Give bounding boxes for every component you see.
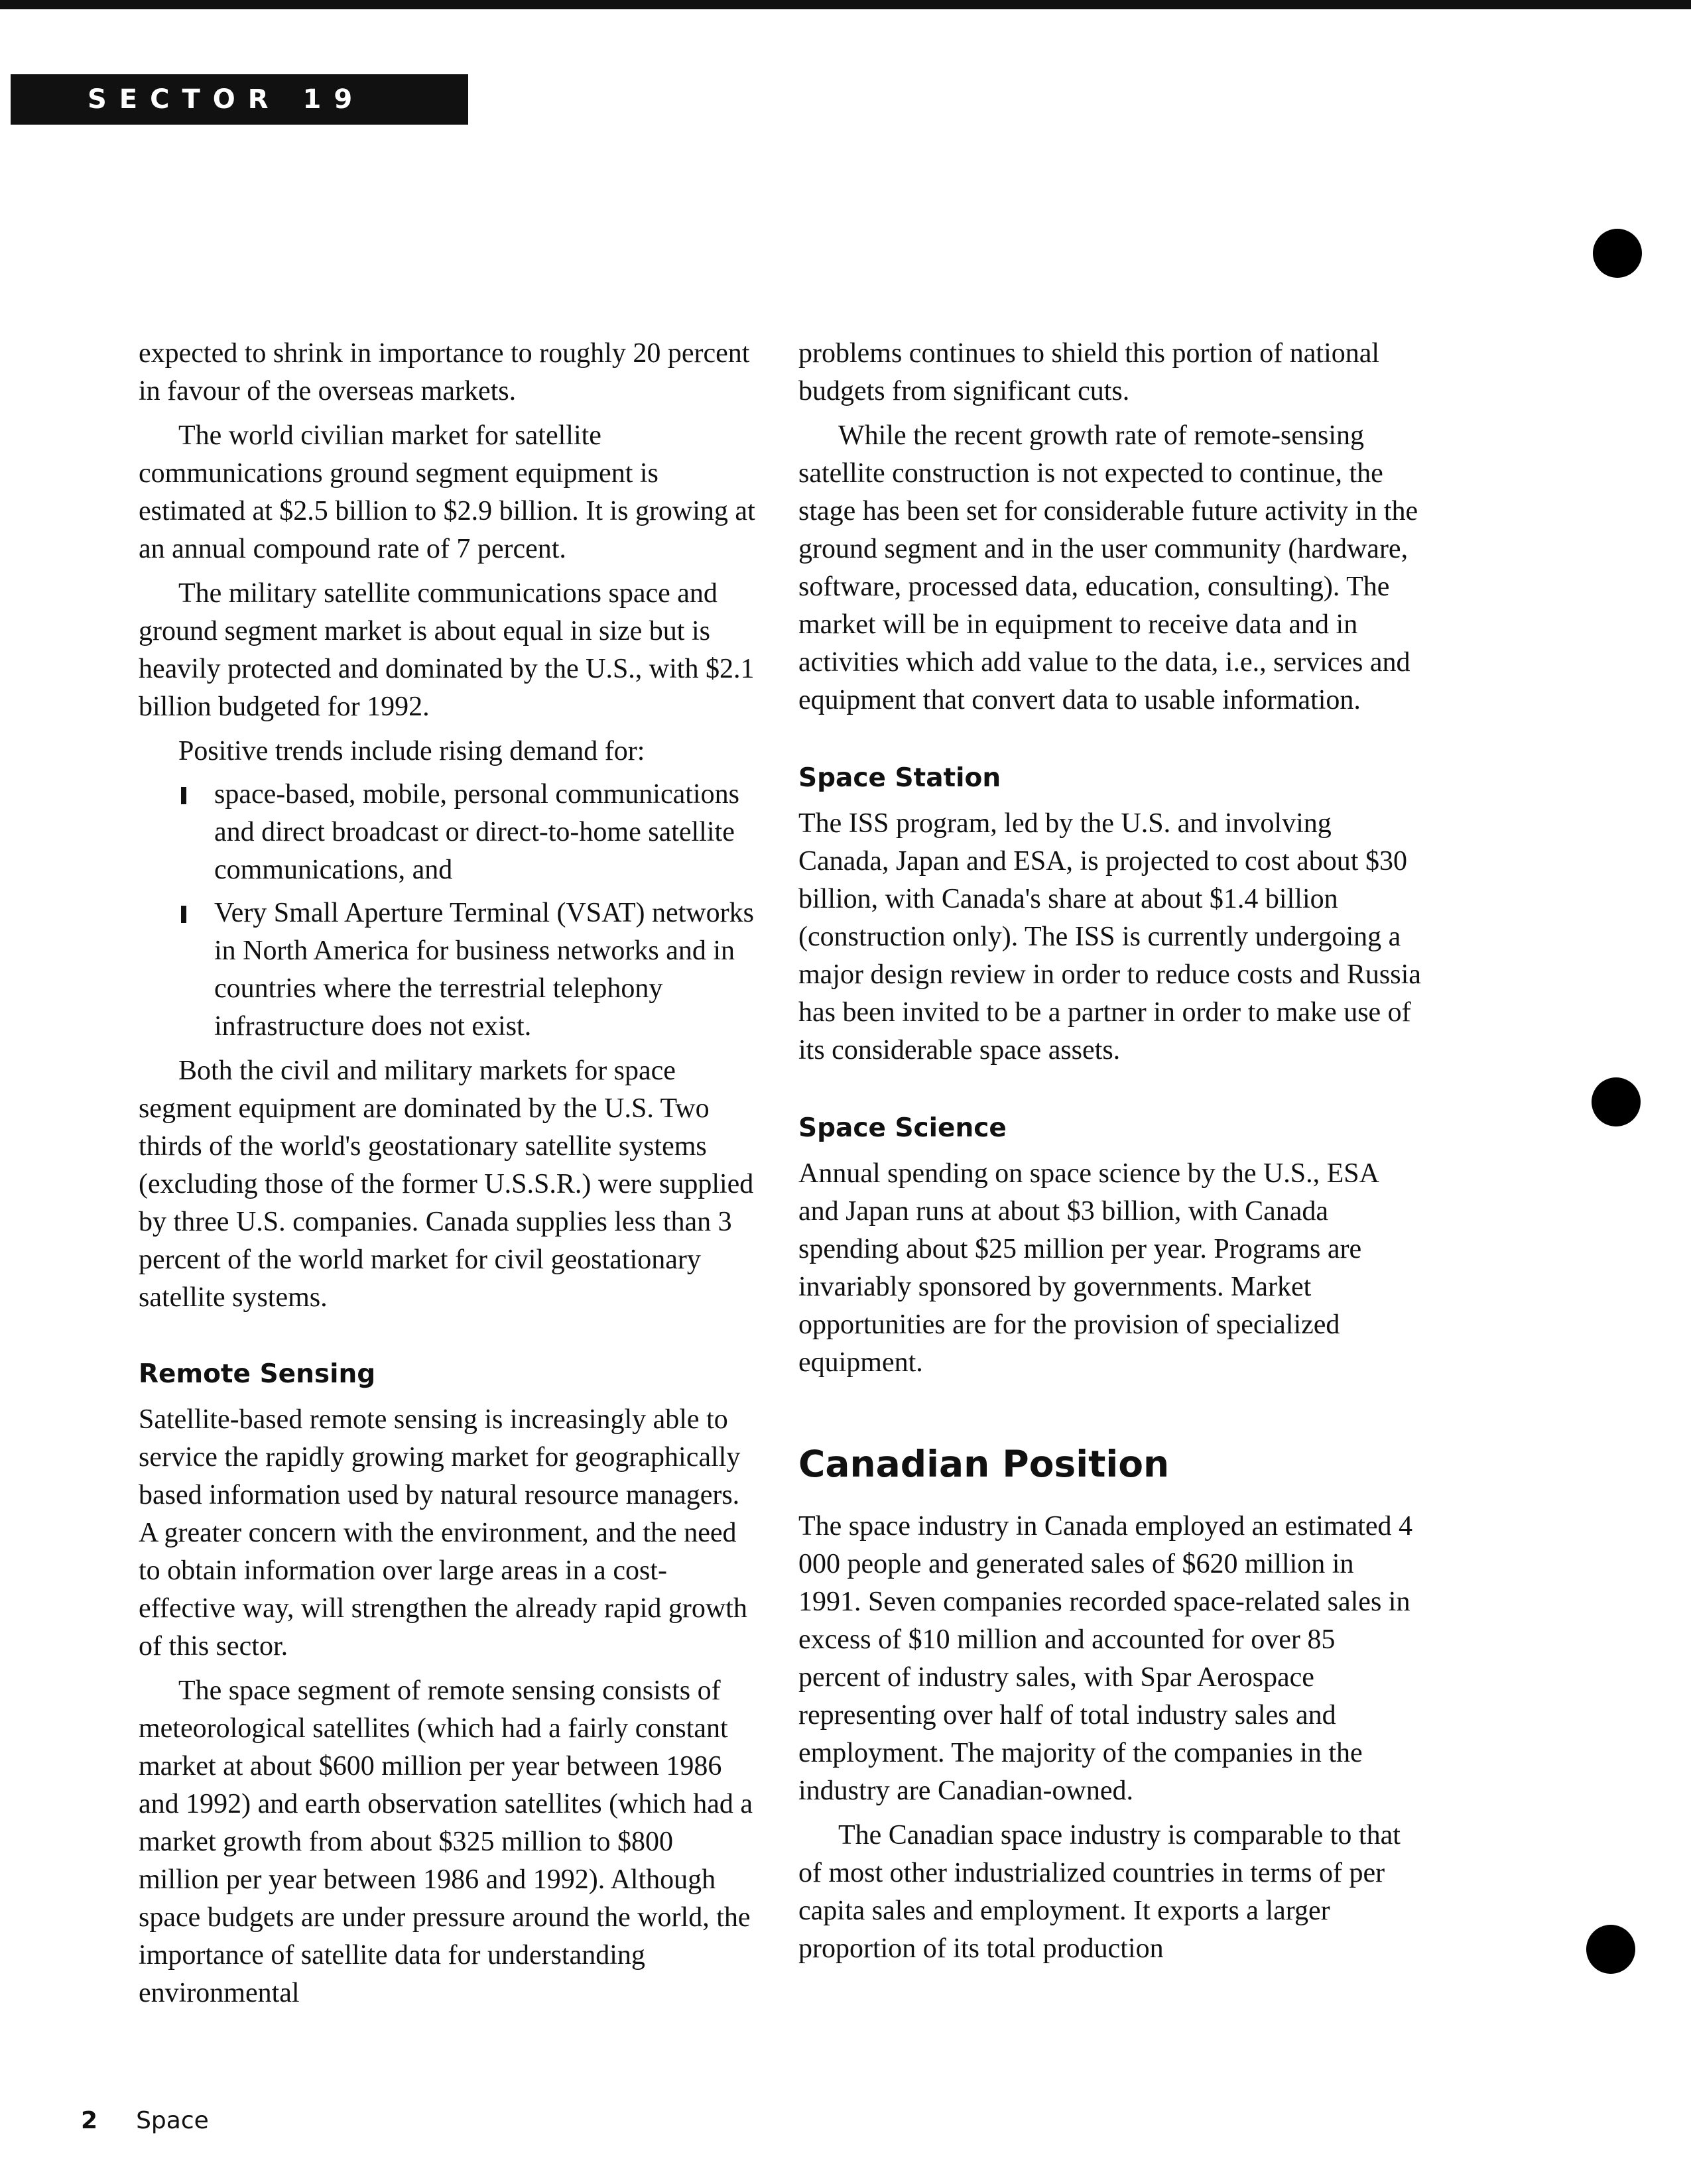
page-footer [81,2107,209,2134]
bullet-marker [181,787,186,804]
right-column [798,335,1422,1968]
list-item [139,894,755,1046]
sector-header: SECTOR 19 [11,74,468,125]
paragraph: Both the civil and military markets for space segment equipment are dominated by the U.S. Two thirds of the world's geostationary satellite systems (excluding those of the former U.S.S.R.) were supplied by three U.S. companies. Canada supplies less than 3 percent of the world market for civil geostationary satellite systems. [139,1056,754,1313]
list-item-text: Very Small Aperture Terminal (VSAT) networks in North America for business networks and in countries where the terrestrial telephony infrastructure does not exist. [214,898,754,1042]
paragraph: Annual spending on space science by the U.S., ESA and Japan runs at about $3 billion, with Canada spending about $25 million per year. Programs are invariably sponsored by governments. Market opportunities are for the provision of specialized equipment. [798,1158,1378,1378]
footer-section-name: Space [136,2107,209,2134]
binder-hole-middle [1592,1077,1641,1126]
paragraph: The space industry in Canada employed an estimated 4 000 people and generated sales of $620 million in 1991. Seven companies recorded space-related sales in excess of $10 million and accounted for over 85 percent of industry sales, with Spar Aerospace representing over half of total industry sales and employment. The majority of the companies in the industry are Canadian-owned. [798,1511,1413,1806]
binder-hole-bottom [1586,1925,1635,1974]
paragraph: Satellite-based remote sensing is increasingly able to service the rapidly growing market for geographically based information used by natural resource managers. A greater concern with the environment, and the need to obtain information over large areas in a cost-effective way, will strengthen the already rapid growth of this sector. [139,1404,747,1662]
page-number: 2 [81,2107,98,2134]
binder-hole-top [1593,229,1642,278]
left-column [139,335,755,2012]
section-heading-remote-sensing: Remote Sensing [139,1359,376,1389]
paragraph: Positive trends include rising demand for: [178,736,645,766]
bullet-marker [181,906,186,923]
trend-list [139,776,755,1046]
paragraph: The military satellite communications space and ground segment market is about equal in size but is heavily protected and dominated by the U.S., with $2.1 billion budgeted for 1992. [139,578,755,722]
paragraph: The ISS program, led by the U.S. and involving Canada, Japan and ESA, is projected to cost about $30 billion, with Canada's share at about $1.4 billion (construction only). The ISS is currently undergoing a major design review in order to reduce costs and Russia has been invited to be a partner in order to make use of its considerable space assets. [798,808,1421,1065]
paragraph: problems continues to shield this portion of national budgets from significant cuts. [798,338,1380,406]
paragraph: The world civilian market for satellite communications ground segment equipment is estimated at $2.5 billion to $2.9 billion. It is growing at an annual compound rate of 7 percent. [139,420,755,564]
section-heading-canadian-position: Canadian Position [798,1443,1170,1485]
top-rule [0,0,1691,9]
paragraph: expected to shrink in importance to roughly 20 percent in favour of the overseas markets. [139,338,750,406]
list-item [139,776,755,889]
paragraph: The space segment of remote sensing consists of meteorological satellites (which had a fairly constant market at about $600 million per year between 1986 and 1992) and earth observation satellites (which had a market growth from about $325 million to $800 million per year between 1986 and 1992). Although space budgets are under pressure around the world, the importance of satellite data for understanding environmental [139,1675,753,2008]
paragraph: The Canadian space industry is comparable to that of most other industrialized countries in terms of per capita sales and employment. It exports a larger proportion of its total production [798,1820,1401,1964]
list-item-text: space-based, mobile, personal communications and direct broadcast or direct-to-home satellite communications, and [214,779,739,885]
section-heading-space-station: Space Station [798,763,1001,793]
section-heading-space-science: Space Science [798,1113,1007,1143]
paragraph: While the recent growth rate of remote-sensing satellite construction is not expected to continue, the stage has been set for considerable future activity in the ground segment and in the user community (hardware, software, processed data, education, consulting). The market will be in equipment to receive data and in activities which add value to the data, i.e., services and equipment that convert data to usable information. [798,420,1418,715]
